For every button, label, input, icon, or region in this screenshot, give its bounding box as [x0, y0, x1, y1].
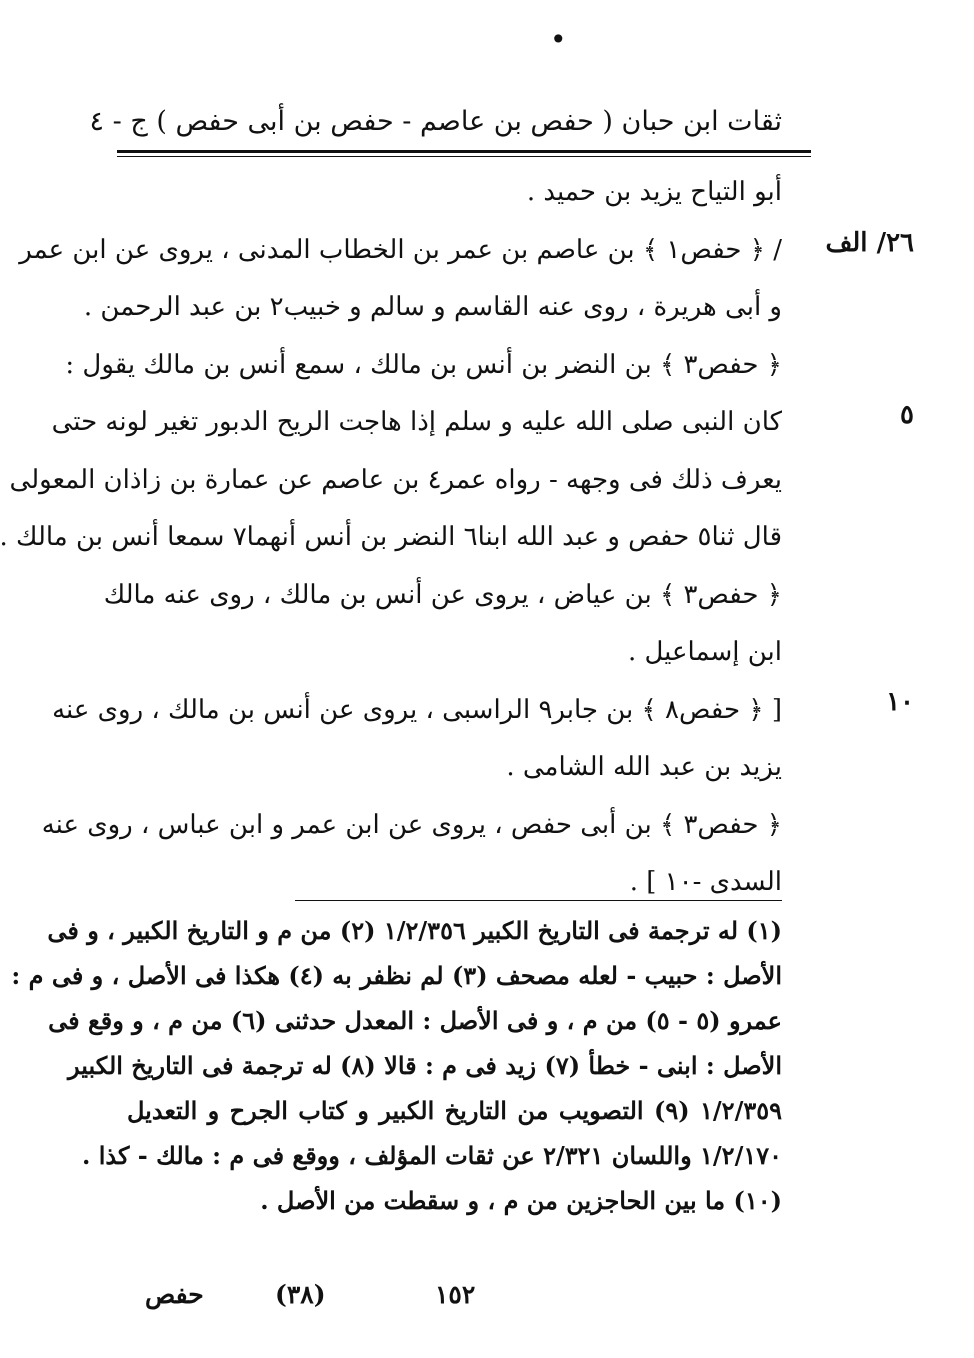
header-rule: [117, 150, 811, 153]
text-line: أبو التياح يزيد بن حميد .: [526, 177, 782, 207]
footnote-line: الأصل : حبيب - لعله مصحف (٣) لم نظفر به (٤) هكذا فى الأصل ، و فى م :: [11, 961, 782, 990]
margin-folio-mark: ٢٦/ الف: [825, 228, 914, 258]
text-line: السدى -١٠ ] .: [629, 867, 782, 897]
page-number: ١٥٢: [435, 1280, 476, 1309]
footnote-line: ١/٢/٣٥٩ (٩) التصويب من التاريخ الكبير و كتاب الجرح و التعديل: [127, 1096, 782, 1125]
text-line: قال ثنا٥ حفص و عبد الله ابنا٦ النضر بن أنس أنهما٧ سمعا أنس بن مالك .: [0, 522, 782, 552]
text-line: و أبى هريرة ، روى عنه القاسم و سالم و خبيب٢ بن عبد الرحمن .: [83, 292, 782, 322]
footnote-line: (١) له ترجمة فى التاريخ الكبير ١/٢/٣٥٦ (٢) من م و التاريخ الكبير ، و فى: [47, 916, 782, 945]
footnote-separator: [295, 900, 782, 901]
footnote-line: (١٠) ما بين الحاجزين من م ، و سقطت من الأصل .: [260, 1186, 782, 1215]
margin-line-number-10: ١٠: [886, 687, 914, 717]
footer-keyword: حفص: [145, 1280, 204, 1309]
text-line: ﴿ حفص٣ ﴾ بن عياض ، يروى عن أنس بن مالك ، روى عنه مالك: [103, 579, 782, 610]
footnotes: [11, 908, 782, 1223]
text-line: ﴿ حفص٣ ﴾ بن أبى حفص ، يروى عن ابن عمر و ابن عباس ، روى عنه: [41, 809, 782, 840]
top-mark: •: [550, 23, 567, 56]
text-line: / ﴿ حفص١ ﴾ بن عاصم بن عمر بن الخطاب المدنى ، يروى عن ابن عمر: [19, 234, 782, 265]
header-rule-thin: [117, 156, 811, 157]
text-line: [ ﴿ حفص٨ ﴾ بن جابر٩ الراسبى ، يروى عن أنس بن مالك ، روى عنه: [52, 694, 782, 725]
section-number: (٣٨): [275, 1280, 326, 1309]
margin-line-number-5: ٥: [900, 400, 914, 430]
text-line: يعرف ذلك فى وجهه - رواه عمر٤ بن عاصم عن عمارة بن زاذان المعولى: [9, 464, 782, 495]
text-line: كان النبى صلى الله عليه و سلم إذا هاجت الريح الدبور تغير لونه حتى: [51, 407, 782, 437]
text-line: ﴿ حفص٣ ﴾ بن النضر بن أنس بن مالك ، سمع أنس بن مالك يقول :: [65, 349, 782, 380]
footnote-line: الأصل : ابنى - خطأ (٧) زيد فى م : قالا (٨) له ترجمة فى التاريخ الكبير: [67, 1051, 782, 1080]
footnote-line: ١/٢/١٧٠ واللسان ٢/٣٢١ عن ثقات المؤلف ، ووقع فى م : مالك - كذا .: [82, 1141, 782, 1170]
text-line: يزيد بن عبد الله الشامى .: [506, 752, 782, 782]
main-text: [0, 164, 782, 912]
running-header: ثقات ابن حبان ( حفص بن عاصم - حفص بن أبى حفص ) ج - ٤: [89, 106, 782, 137]
page-footer: [145, 1275, 705, 1315]
footnote-line: عمرو (٥ - ٥) من م ، و فى الأصل : المعدل حدثنى (٦) من م ، و وقع فى: [48, 1006, 782, 1035]
text-line: ابن إسماعيل .: [627, 637, 782, 667]
